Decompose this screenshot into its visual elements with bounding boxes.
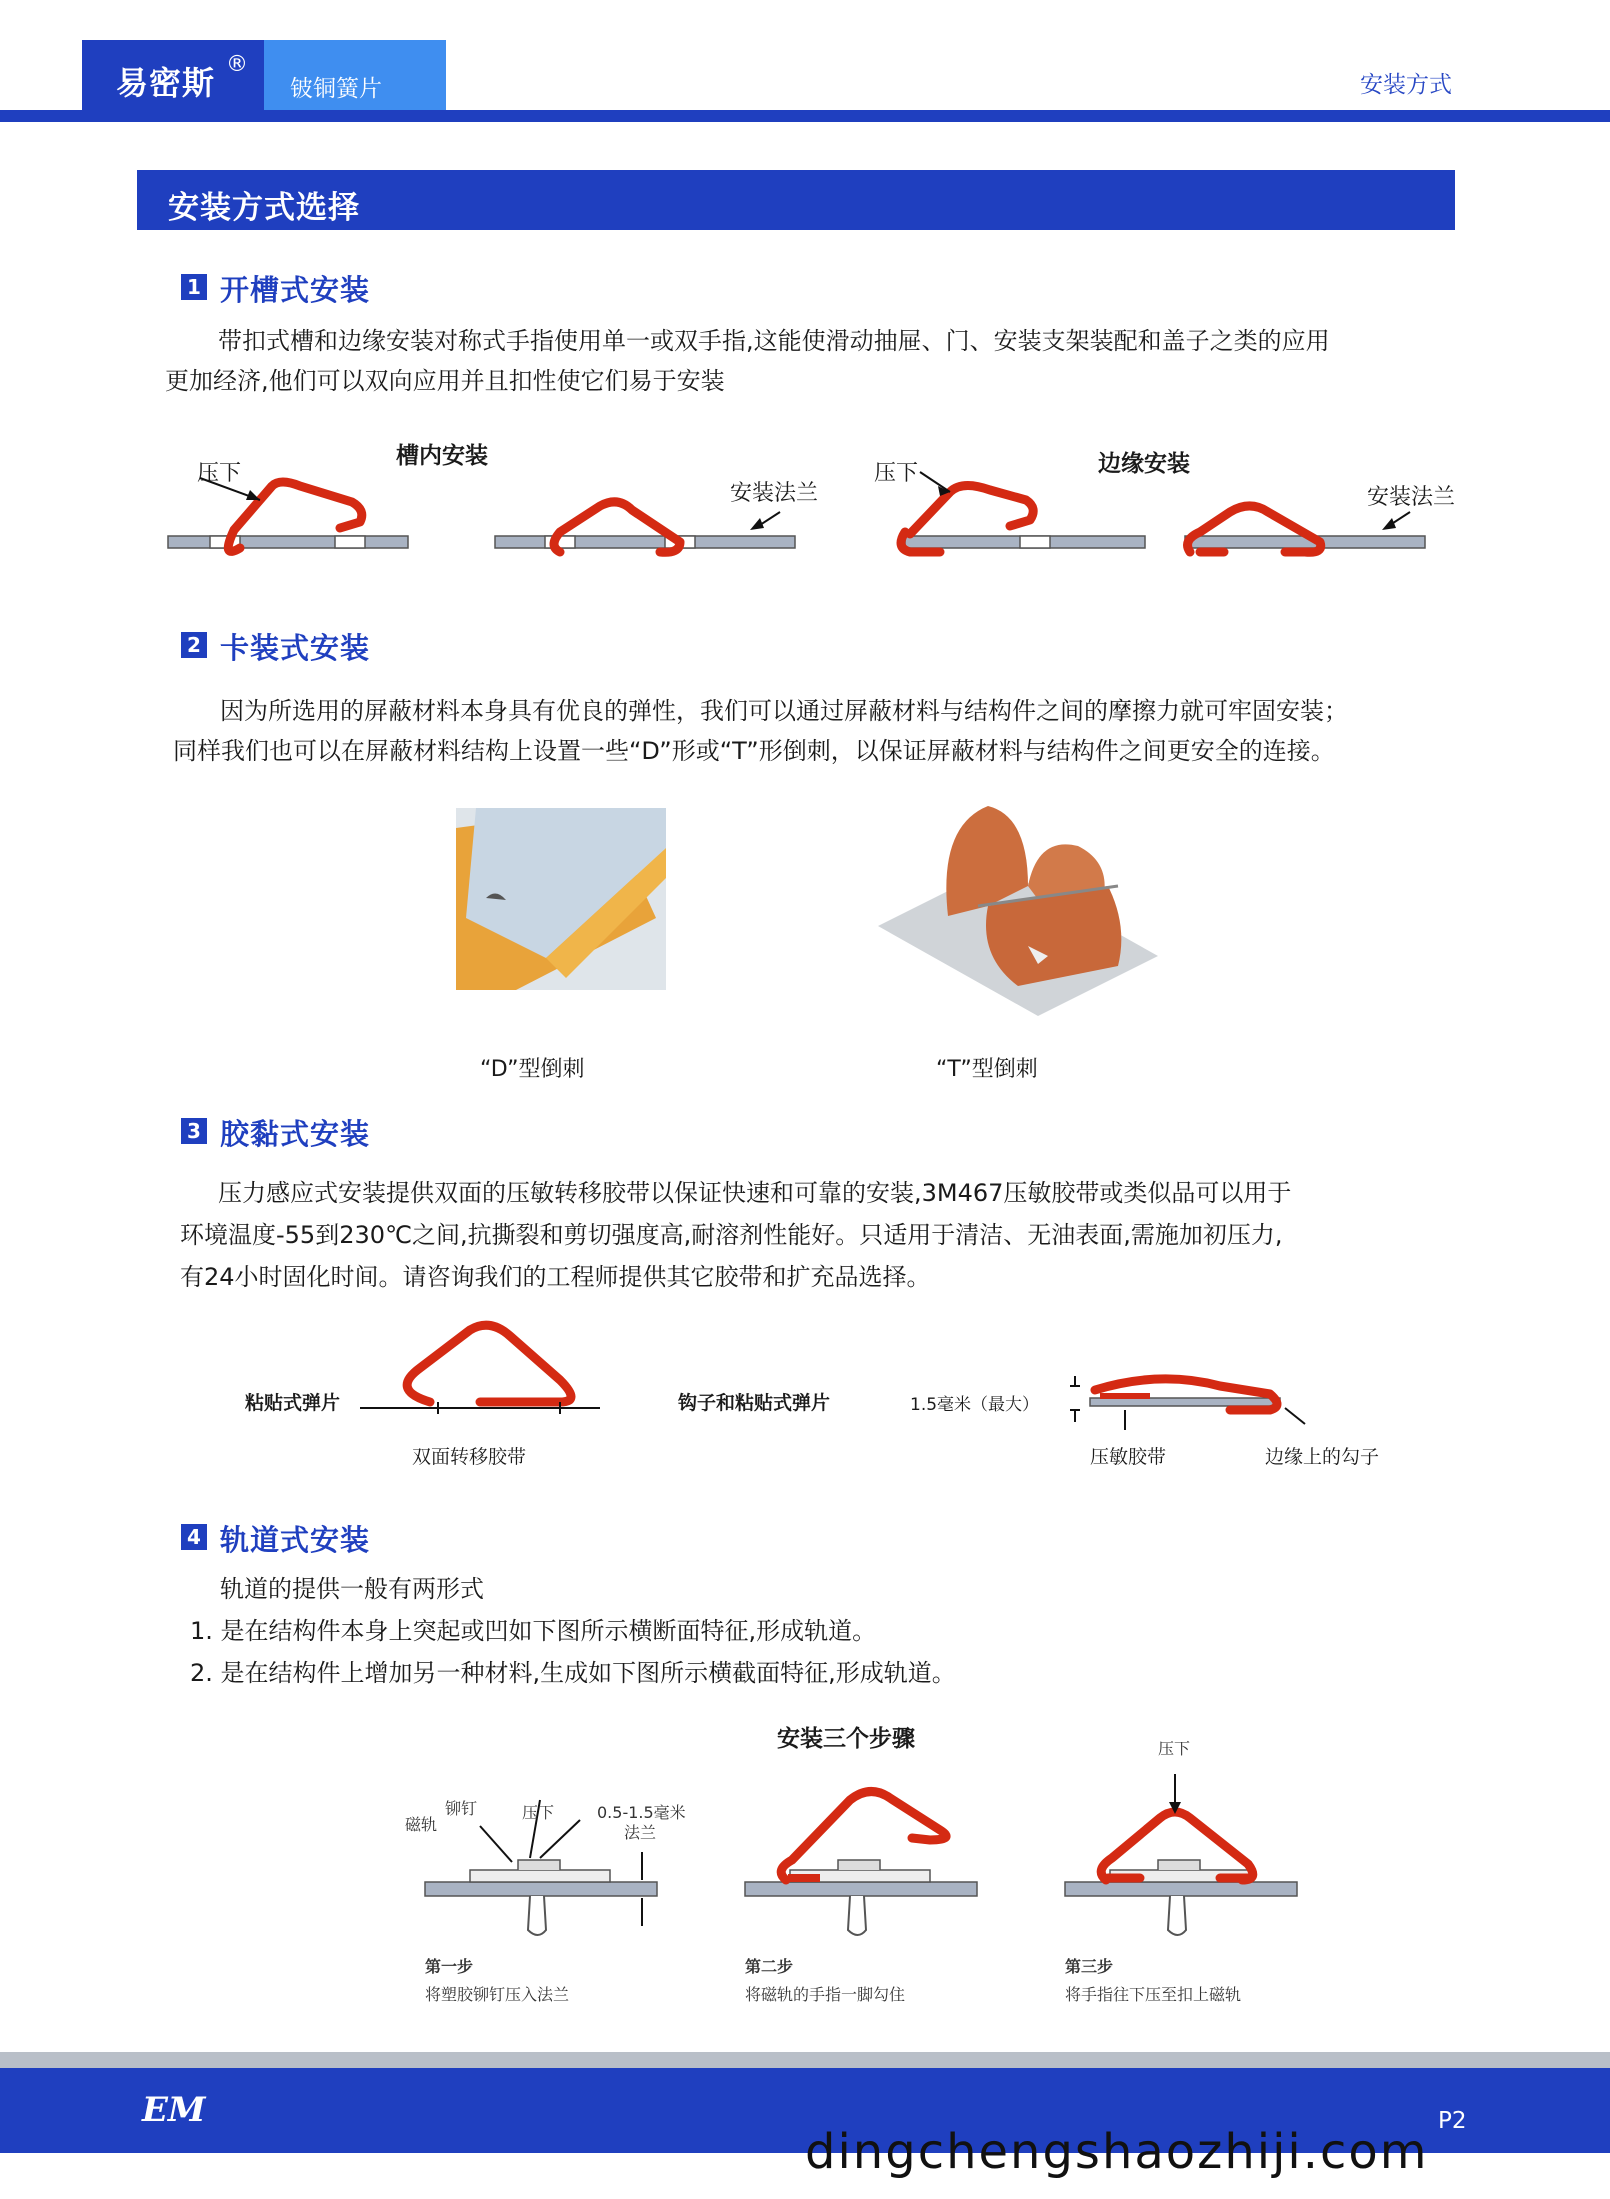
adhesive-diagram — [360, 1310, 1360, 1440]
header-section-label: 安装方式 — [1360, 72, 1452, 98]
rail-steps-diagram — [400, 1740, 1320, 1970]
press-label-step3: 压下 — [1158, 1739, 1191, 1758]
flange-label-1: 安装法兰 — [730, 481, 819, 506]
d-barb-image — [456, 808, 666, 990]
t-barb-caption: “T”型倒刺 — [936, 1057, 1038, 1082]
step-2-name: 第二步 — [745, 1957, 794, 1976]
thickness-label: 1.5毫米（最大） — [910, 1395, 1040, 1415]
slot-edge-diagram — [160, 430, 1480, 580]
product-name: 铍铜簧片 — [290, 76, 382, 102]
section-2-title: 卡装式安装 — [220, 631, 371, 665]
section-1-title: 开槽式安装 — [220, 273, 371, 307]
step-2-desc: 将磁轨的手指一脚勾住 — [745, 1985, 906, 2004]
website-watermark: dingchengshaozhiji.com — [805, 2124, 1429, 2180]
section-4-title: 轨道式安装 — [220, 1523, 371, 1557]
section-1-line-1: 带扣式槽和边缘安装对称式手指使用单一或双手指,这能使滑动抽屉、门、安装支架装配和盖子之类的应用 — [218, 327, 1330, 355]
section-4-number: 4 — [181, 1524, 207, 1550]
step1-plate — [425, 1882, 657, 1896]
transfer-tape-label: 双面转移胶带 — [412, 1446, 527, 1468]
step3-plate — [1065, 1882, 1297, 1896]
section-4-list-1: 1. 是在结构件本身上突起或凹如下图所示横断面特征,形成轨道。 — [190, 1617, 877, 1645]
adhesive-left-title: 粘贴式弹片 — [245, 1392, 341, 1414]
flange-label-2: 安装法兰 — [1367, 485, 1456, 510]
step-3-desc: 将手指往下压至扣上磁轨 — [1065, 1985, 1242, 2004]
section-1-line-2: 更加经济,他们可以双向应用并且扣性使它们易于安装 — [165, 367, 725, 395]
step-3-name: 第三步 — [1065, 1957, 1114, 1976]
section-3-title: 胶黏式安装 — [220, 1117, 371, 1151]
press-label-step1: 压下 — [522, 1803, 555, 1822]
section-2-line-1: 因为所选用的屏蔽材料本身具有优良的弹性，我们可以通过屏蔽材料与结构件之间的摩擦力就可牢固安装； — [220, 697, 1348, 725]
step2-plate — [745, 1882, 977, 1896]
psa-tape-label: 压敏胶带 — [1090, 1446, 1167, 1468]
section-1-number: 1 — [181, 274, 207, 300]
edge-install-title: 边缘安装 — [1098, 451, 1190, 477]
section-3-line-1: 压力感应式安装提供双面的压敏转移胶带以保证快速和可靠的安装,3M467压敏胶带或类似品可以用于 — [218, 1179, 1292, 1207]
rivet-label: 铆钉 — [445, 1799, 478, 1818]
slot-1b — [335, 536, 365, 548]
slot-install-title: 槽内安装 — [396, 443, 488, 469]
header-divider — [0, 110, 1610, 122]
section-4-list-2: 2. 是在结构件上增加另一种材料,生成如下图所示横截面特征,形成轨道。 — [190, 1659, 956, 1687]
footer-logo: EM — [142, 2090, 206, 2130]
press-label-2: 压下 — [874, 461, 919, 486]
section-3-number: 3 — [181, 1118, 207, 1144]
step-1-desc: 将塑胶铆钉压入法兰 — [425, 1985, 570, 2004]
page-number: P2 — [1438, 2108, 1467, 2134]
section-4-intro: 轨道的提供一般有两形式 — [220, 1575, 484, 1603]
press-label-1: 压下 — [197, 461, 242, 486]
adhesive-right-title: 钩子和粘贴式弹片 — [678, 1392, 831, 1414]
banner-title: 安装方式选择 — [168, 190, 360, 226]
steps-title: 安装三个步骤 — [777, 1726, 915, 1752]
adhesive-gasket — [407, 1325, 571, 1402]
brand-name: 易密斯 — [116, 64, 216, 102]
t-barb-image — [878, 806, 1168, 1016]
d-barb-caption: “D”型倒刺 — [480, 1057, 585, 1082]
plate-2 — [495, 536, 795, 548]
step-1-name: 第一步 — [425, 1957, 474, 1976]
flange-label: 法兰 — [624, 1823, 657, 1842]
section-2-line-2: 同样我们也可以在屏蔽材料结构上设置一些“D”形或“T”形倒刺，以保证屏蔽材料与结构件之间更安全的连接。 — [173, 737, 1335, 765]
edge-hook-label: 边缘上的勾子 — [1265, 1446, 1380, 1468]
section-3-line-2: 环境温度-55到230℃之间,抗撕裂和剪切强度高,耐溶剂性能好。只适用于清洁、无油表面,需施加初压力, — [180, 1221, 1283, 1249]
section-3-line-3: 有24小时固化时间。请咨询我们的工程师提供其它胶带和扩充品选择。 — [180, 1263, 931, 1291]
flange-thickness-label: 0.5-1.5毫米 — [597, 1803, 686, 1822]
rail-label: 磁轨 — [405, 1815, 438, 1834]
registered-mark: ® — [226, 52, 248, 77]
footer-gray-band — [0, 2052, 1610, 2068]
plate-1 — [168, 536, 408, 548]
section-2-number: 2 — [181, 632, 207, 658]
